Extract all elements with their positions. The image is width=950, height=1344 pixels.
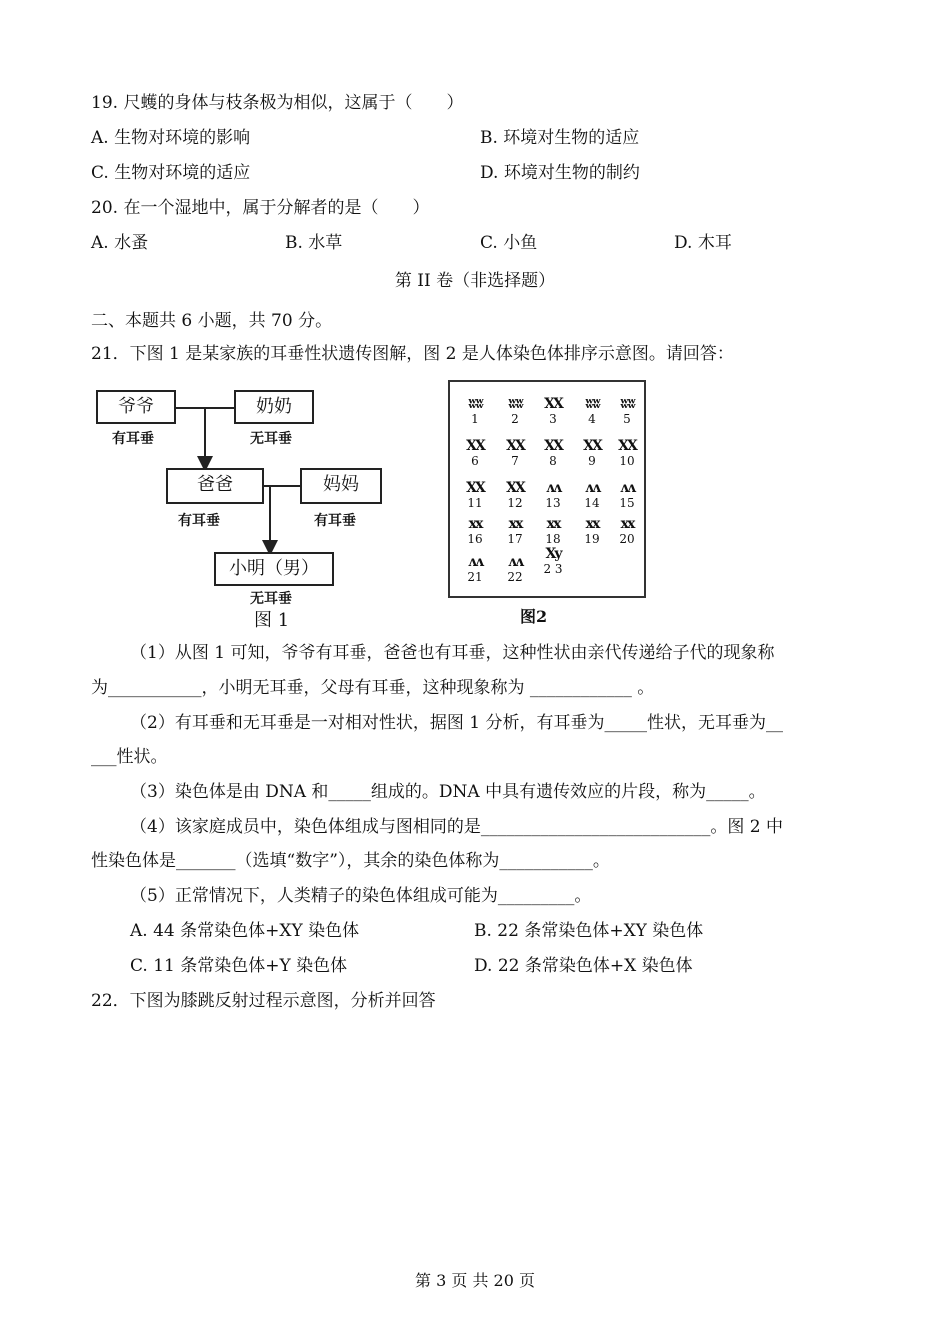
q19-option-d: D. 环境对生物的制约 <box>480 163 640 183</box>
mom-box: 妈妈 <box>300 468 382 504</box>
q21-option-b: B. 22 条常染色体+XY 染色体 <box>474 921 704 941</box>
q20-option-c: C. 小鱼 <box>480 233 538 253</box>
mom-trait: 有耳垂 <box>314 513 356 529</box>
q20-option-a: A. 水蚤 <box>91 233 149 253</box>
section2-desc: 二、本题共 6 小题，共 70 分。 <box>91 311 333 331</box>
chromosome-glyph: xx <box>546 516 560 532</box>
figure-1-caption: 图 1 <box>254 610 290 631</box>
chromosome-1: ʬʬ 1 <box>460 396 490 426</box>
chromosome-glyph: xx <box>508 516 522 532</box>
chromosome-glyph: xx <box>468 516 482 532</box>
chromosome-20: xx 20 <box>612 516 642 546</box>
q21-option-d: D. 22 条常染色体+X 染色体 <box>474 956 693 976</box>
chromosome-glyph: XX <box>544 438 562 454</box>
grandpa-box: 爷爷 <box>96 390 176 424</box>
chromosome-glyph: Xy <box>545 546 561 562</box>
chromosome-4: ʬʬ 4 <box>577 396 607 426</box>
chromosome-glyph: XX <box>506 480 524 496</box>
son-box: 小明（男） <box>214 552 334 586</box>
chromosome-glyph: ᴧᴧ <box>468 554 482 570</box>
grandma-box: 奶奶 <box>234 390 314 424</box>
q22-stem: 22．下图为膝跳反射过程示意图，分析并回答 <box>91 991 436 1011</box>
chromosome-14: ʌʌ 14 <box>577 480 607 510</box>
chromosome-22: ᴧᴧ 22 <box>500 554 530 584</box>
chromosome-glyph: ʬʬ <box>467 396 483 412</box>
section2-title: 第 II 卷（非选择题） <box>394 271 556 291</box>
q20-option-d: D. 木耳 <box>674 233 732 253</box>
chromosome-glyph: ʌʌ <box>585 480 599 496</box>
grandpa-trait: 有耳垂 <box>112 431 154 447</box>
q21-part2-line1: （2）有耳垂和无耳垂是一对相对性状，据图 1 分析，有耳垂为_____性状，无耳垂为__ <box>130 713 783 733</box>
chromosome-8: XX 8 <box>538 438 568 468</box>
chromosome-glyph: ʬʬ <box>507 396 523 412</box>
chromosome-glyph: XX <box>583 438 601 454</box>
chromosome-13: ʌʌ 13 <box>538 480 568 510</box>
chromosome-glyph: ʌʌ <box>620 480 634 496</box>
figure-2-karyotype <box>448 380 646 598</box>
chromosome-glyph: xx <box>585 516 599 532</box>
son-trait: 无耳垂 <box>250 591 292 607</box>
chromosome-glyph: XX <box>544 396 562 412</box>
chromosome-glyph: ʬʬ <box>584 396 600 412</box>
q21-part1-line1: （1）从图 1 可知，爷爷有耳垂，爸爸也有耳垂，这种性状由亲代传递给子代的现象称 <box>130 643 775 663</box>
chromosome-15: ʌʌ 15 <box>612 480 642 510</box>
dad-box: 爸爸 <box>166 468 264 504</box>
chromosome-10: XX 10 <box>612 438 642 468</box>
chromosome-23: Xy 2 3 <box>538 546 568 576</box>
q21-part4-line2: 性染色体是_______（选填“数字”），其余的染色体称为___________。 <box>91 851 610 871</box>
q21-part4-line1: （4）该家庭成员中，染色体组成与图相同的是___________________________。图 2 中 <box>130 817 783 837</box>
chromosome-5: ʬʬ 5 <box>612 396 642 426</box>
dad-trait: 有耳垂 <box>178 513 220 529</box>
q20-option-b: B. 水草 <box>285 233 343 253</box>
chromosome-11: XX 11 <box>460 480 490 510</box>
q21-option-a: A. 44 条常染色体+XY 染色体 <box>130 921 360 941</box>
figure-1-pedigree <box>92 380 402 630</box>
chromosome-12: XX 12 <box>500 480 530 510</box>
q19-option-b: B. 环境对生物的适应 <box>480 128 640 148</box>
chromosome-glyph: ʌʌ <box>546 480 560 496</box>
chromosome-6: XX 6 <box>460 438 490 468</box>
page-footer: 第 3 页 共 20 页 <box>415 1271 535 1290</box>
chromosome-glyph: XX <box>618 438 636 454</box>
chromosome-3: XX 3 <box>538 396 568 426</box>
chromosome-glyph: XX <box>506 438 524 454</box>
chromosome-glyph: xx <box>620 516 634 532</box>
q19-option-c: C. 生物对环境的适应 <box>91 163 251 183</box>
q21-option-c: C. 11 条常染色体+Y 染色体 <box>130 956 348 976</box>
chromosome-21: ᴧᴧ 21 <box>460 554 490 584</box>
q21-part5: （5）正常情况下，人类精子的染色体组成可能为_________。 <box>130 886 592 906</box>
q21-part1-line2: 为___________，小明无耳垂，父母有耳垂，这种现象称为 ____________ 。 <box>91 678 655 698</box>
q21-part2-line2: ___性状。 <box>91 747 168 767</box>
chromosome-17: xx 17 <box>500 516 530 546</box>
chromosome-glyph: ᴧᴧ <box>508 554 522 570</box>
chromosome-19: xx 19 <box>577 516 607 546</box>
q20-stem: 20. 在一个湿地中，属于分解者的是（ ） <box>91 198 430 218</box>
chromosome-7: XX 7 <box>500 438 530 468</box>
q19-option-a: A. 生物对环境的影响 <box>91 128 251 148</box>
chromosome-16: xx 16 <box>460 516 490 546</box>
chromosome-glyph: ʬʬ <box>619 396 635 412</box>
chromosome-9: XX 9 <box>577 438 607 468</box>
chromosome-18: xx 18 <box>538 516 568 546</box>
chromosome-glyph: XX <box>466 438 484 454</box>
chromosome-2: ʬʬ 2 <box>500 396 530 426</box>
grandma-trait: 无耳垂 <box>250 431 292 447</box>
q21-part3: （3）染色体是由 DNA 和_____组成的。DNA 中具有遗传效应的片段，称为_____。 <box>130 782 766 802</box>
q19-stem: 19. 尺蠖的身体与枝条极为相似，这属于（ ） <box>91 93 464 113</box>
figure-2-caption: 图2 <box>520 607 548 626</box>
q21-stem: 21．下图 1 是某家族的耳垂性状遗传图解，图 2 是人体染色体排序示意图。请回答： <box>91 344 734 364</box>
chromosome-glyph: XX <box>466 480 484 496</box>
